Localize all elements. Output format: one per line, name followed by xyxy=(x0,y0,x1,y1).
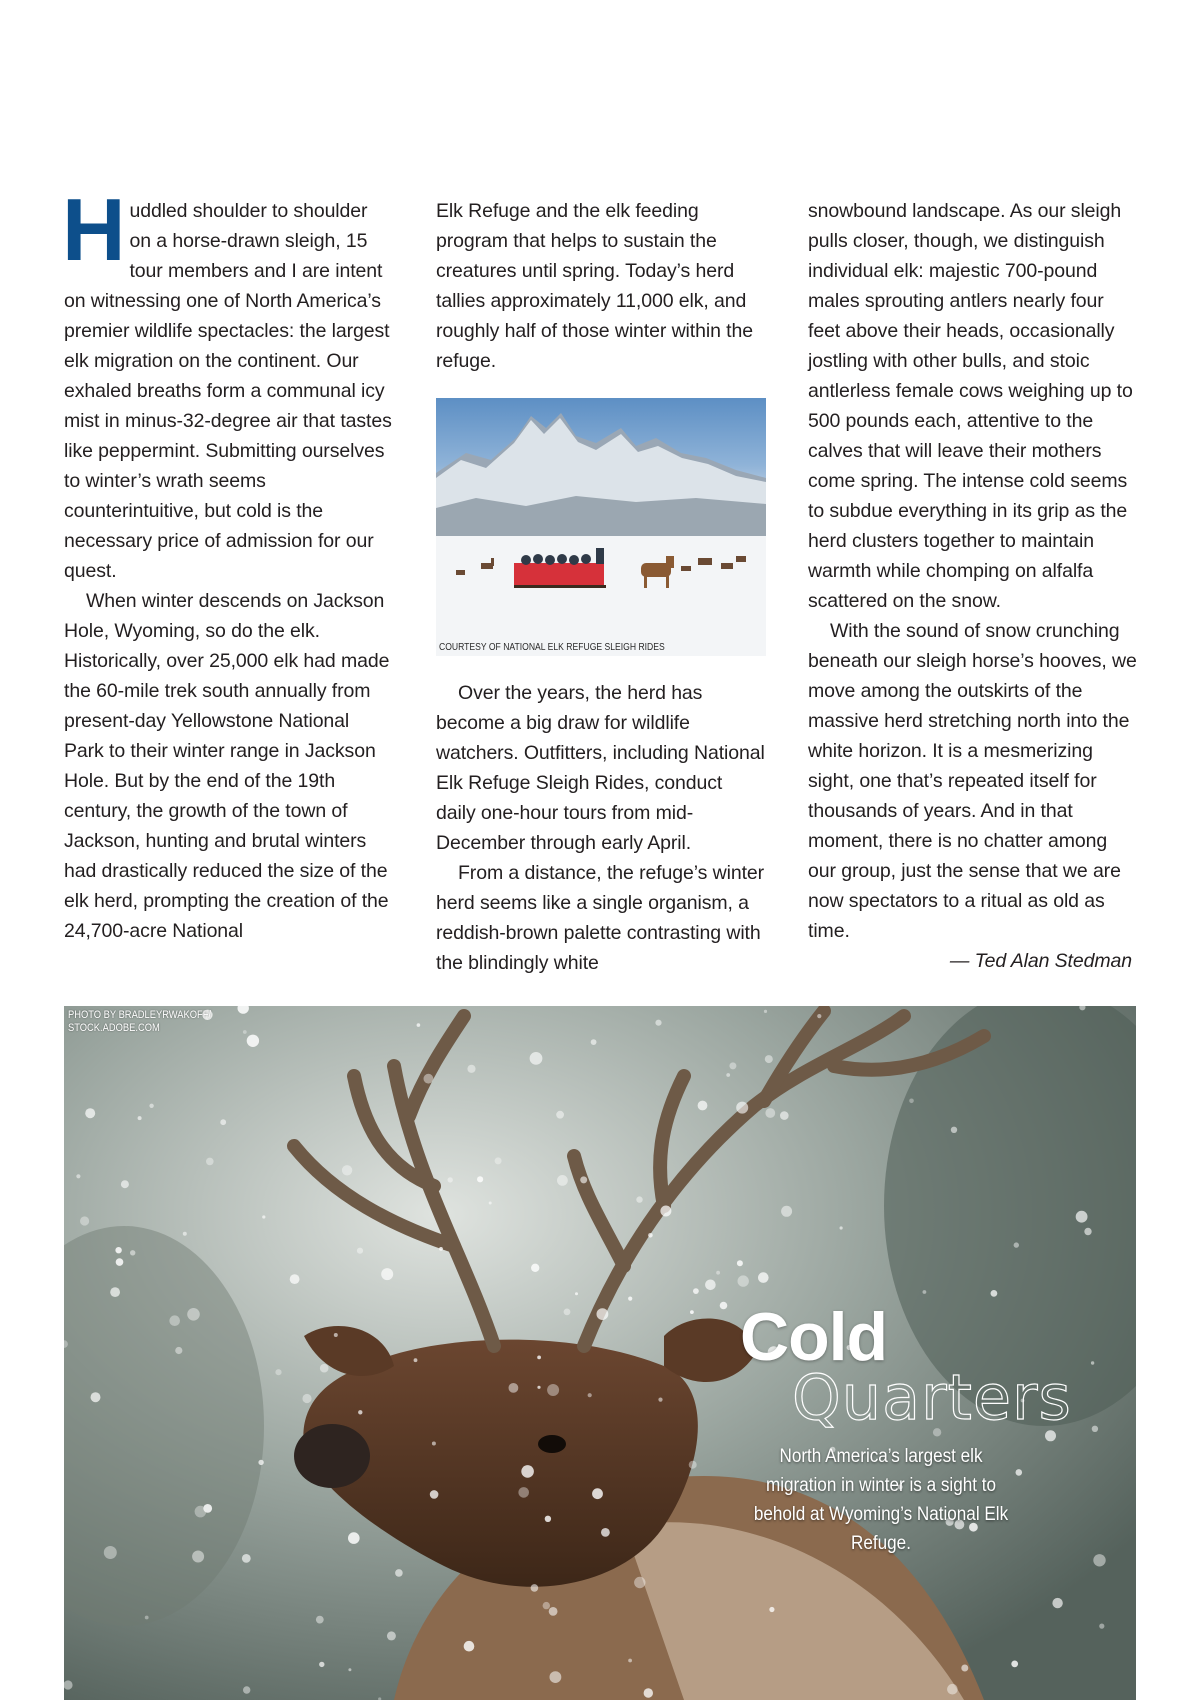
title-cold: Cold xyxy=(740,1299,888,1375)
snowflake xyxy=(655,1020,661,1026)
snowflake xyxy=(175,1347,182,1354)
snowflake xyxy=(575,1292,578,1295)
paragraph-landscape: snowbound landscape. As our sleigh pulls closer, though, we distinguish individual elk: majestic 700-pound males sprouting antlers nearly four feet above their heads, occasionally jostling with other bulls, and stoic antlerless female cows weighing up to 500 pounds each, attentive to the calves that will leave their mothers come spring. The intense cold seems to subdue everything in its grip as the herd clusters together to maintain warmth while chomping on alfalfa scattered on the snow. xyxy=(808,200,1133,612)
snowflake xyxy=(592,1488,603,1499)
snowflake xyxy=(737,1260,743,1266)
article-column-3 xyxy=(808,196,1138,976)
snowflake xyxy=(556,1111,564,1119)
snowflake xyxy=(91,1392,101,1402)
snowflake xyxy=(923,1290,927,1294)
snowflake xyxy=(765,1108,775,1118)
snowflake xyxy=(489,1202,492,1205)
snowflake xyxy=(417,1023,421,1027)
snowflake xyxy=(698,1101,708,1111)
snowflake xyxy=(545,1516,551,1522)
snowflake xyxy=(187,1308,200,1321)
snowflake xyxy=(644,1688,653,1697)
snowflake xyxy=(430,1490,439,1499)
snowflake xyxy=(597,1308,609,1320)
snowflake xyxy=(909,1099,914,1104)
sleigh-photo xyxy=(436,398,766,656)
snowflake xyxy=(531,1264,539,1272)
snowflake xyxy=(115,1247,121,1253)
snowflake xyxy=(348,1532,360,1544)
article-column-2 xyxy=(436,196,766,978)
snowflake xyxy=(509,1383,519,1393)
snowflake xyxy=(258,1460,263,1465)
snowflake xyxy=(242,1554,251,1563)
snowflake xyxy=(145,1616,149,1620)
sleigh-photo-illustration xyxy=(436,398,766,656)
paragraph-outfitters: Over the years, the herd has become a big draw for wildlife watchers. Outfitters, including National Elk Refuge Sleigh Rides, conduct daily one-hour tours from mid-December through early April. xyxy=(436,682,765,854)
snowflake xyxy=(628,1297,632,1301)
article-deck: North America’s largest elk migration in winter is a sight to behold at Wyoming’s National Elk Refuge. xyxy=(753,1446,1009,1554)
snowflake xyxy=(758,1272,769,1283)
snowflake xyxy=(781,1206,792,1217)
snowflake xyxy=(424,1074,434,1084)
snowflake xyxy=(381,1268,393,1280)
snowflake xyxy=(961,1665,968,1672)
snowflake xyxy=(648,1233,653,1238)
paragraph-intro xyxy=(62,180,394,586)
paragraph-refuge: Elk Refuge and the elk feeding program that helps to sustain the creatures until spring. Today’s herd tallies approximately 11,000 elk, and roughly half of those winter within the refuge. xyxy=(436,200,753,372)
hero-photo-credit xyxy=(68,1009,211,1035)
snowflake xyxy=(358,1410,362,1414)
snowflake xyxy=(537,1356,541,1360)
snowflake xyxy=(414,1358,418,1362)
snowflake xyxy=(1052,1598,1062,1608)
snowflake xyxy=(275,1369,281,1375)
snowflake xyxy=(477,1176,483,1182)
snowflake xyxy=(729,1062,736,1069)
snowflake xyxy=(464,1641,475,1652)
snowflake xyxy=(116,1258,124,1266)
snowflake xyxy=(537,1386,540,1389)
snowflake xyxy=(206,1158,214,1166)
snowflake xyxy=(448,1177,453,1182)
snowflake xyxy=(121,1180,129,1188)
snowflake xyxy=(149,1104,153,1108)
snowflake xyxy=(387,1631,396,1640)
snowflake xyxy=(319,1662,324,1667)
snowflake xyxy=(991,1290,998,1297)
hero-credit-line-1: PHOTO BY BRADLEYRWAKOFF/ xyxy=(68,1009,212,1021)
article-column-1 xyxy=(62,180,394,946)
sleigh-photo-credit: COURTESY OF NATIONAL ELK REFUGE SLEIGH RIDES xyxy=(439,642,665,653)
snowflake xyxy=(1099,1624,1104,1629)
snowflake xyxy=(247,1035,259,1047)
snowflake xyxy=(76,1174,80,1178)
elk-hero-photo xyxy=(64,1006,1136,1700)
snowflake xyxy=(302,1394,311,1403)
snowflake xyxy=(564,1309,571,1316)
snowflake xyxy=(1014,1242,1019,1247)
snowflake xyxy=(765,1055,773,1063)
snowflake xyxy=(262,1215,265,1218)
snowflake xyxy=(689,1461,697,1469)
snowflake xyxy=(588,1393,592,1397)
title-quarters: Quarters xyxy=(792,1361,1072,1434)
snowflake xyxy=(203,1504,212,1513)
snowflake xyxy=(521,1465,534,1478)
snowflake xyxy=(660,1206,671,1217)
snowflake xyxy=(764,1010,767,1013)
snowflake xyxy=(951,1127,957,1133)
snowflake xyxy=(192,1551,204,1563)
snowflake xyxy=(736,1102,748,1114)
snowflake xyxy=(104,1546,117,1559)
snowflake xyxy=(290,1274,300,1284)
snowflake xyxy=(628,1659,632,1663)
snowflake xyxy=(183,1232,187,1236)
snowflake xyxy=(130,1250,135,1255)
snowflake xyxy=(169,1315,180,1326)
paragraph-history: When winter descends on Jackson Hole, Wyoming, so do the elk. Historically, over 25,000 elk had made the 60-mile trek south annually from present-day Yellowstone National Park to their winter range in Jackson Hole. But by the end of the 19th century, the growth of the town of Jackson, hunting and brutal winters had drastically reduced the size of the elk herd, prompting the creation of the 24,700-acre National xyxy=(64,590,390,942)
intro-text: uddled shoulder to shoulder on a horse-drawn sleigh, 15 tour members and I are intent on witnessing one of North America’s premier wildlife spectacles: the largest elk migration on the continent. Our exhaled breaths form a communal icy mist in minus-32-degree air that tastes like peppermint. Submitting ourselves to winter’s wrath seems counterintuitive, but cold is the necessary price of admission for our quest. xyxy=(64,200,392,582)
snowflake xyxy=(531,1584,539,1592)
snowflake xyxy=(110,1287,120,1297)
snowflake xyxy=(726,1073,730,1077)
snowflake xyxy=(591,1039,597,1045)
snowflake xyxy=(947,1684,958,1695)
snowflake xyxy=(716,1271,720,1275)
snowflake xyxy=(1084,1228,1091,1235)
snowflake xyxy=(549,1607,558,1616)
snowflake xyxy=(658,1398,662,1402)
snowflake xyxy=(690,1310,694,1314)
snowflake xyxy=(495,1157,502,1164)
snowflake xyxy=(320,1364,329,1373)
snowflake xyxy=(348,1668,351,1671)
paragraph-distance: From a distance, the refuge’s winter herd seems like a single organism, a reddish-brown palette contrasting with the blindingly white xyxy=(436,862,765,974)
snowflake xyxy=(705,1280,716,1291)
snowflake xyxy=(780,1111,789,1120)
snowflake xyxy=(817,1014,821,1018)
snowflake xyxy=(334,1333,338,1337)
snowflake xyxy=(530,1052,543,1065)
snowflake xyxy=(557,1175,568,1186)
paragraph-herd: With the sound of snow crunching beneath our sleigh horse’s hooves, we move among the outskirts of the massive herd stretching north into the white horizon. It is a mesmerizing sight, one that’s repeated itself for thousands of years. And in that moment, there is no chatter among our group, just the sense that we are now spectators to a ritual as old as time. xyxy=(808,620,1137,942)
snowflake xyxy=(738,1275,749,1286)
snowflake xyxy=(840,1226,843,1229)
snowflake xyxy=(693,1288,699,1294)
hero-credit-line-2: STOCK.ADOBE.COM xyxy=(68,1022,160,1034)
snowflake xyxy=(243,1030,247,1034)
snowflake xyxy=(85,1108,95,1118)
snowflake xyxy=(550,1671,562,1683)
snowflake xyxy=(634,1577,645,1588)
snowflake xyxy=(357,1248,363,1254)
snowflake xyxy=(636,1196,642,1202)
snowflake xyxy=(432,1442,436,1446)
author-byline: — Ted Alan Stedman xyxy=(949,950,1132,972)
snowflake xyxy=(439,1247,443,1251)
drop-cap: H xyxy=(62,180,126,279)
snowflake xyxy=(518,1487,529,1498)
snowflake xyxy=(316,1616,324,1624)
snowflake xyxy=(395,1569,403,1577)
snowflake xyxy=(769,1607,774,1612)
snowflake xyxy=(80,1216,89,1225)
snowflake xyxy=(601,1528,610,1537)
snowflake xyxy=(547,1384,559,1396)
snowflake xyxy=(138,1116,142,1120)
snowflake xyxy=(720,1302,728,1310)
snowflake xyxy=(1011,1661,1018,1668)
snowflake xyxy=(1076,1211,1088,1223)
snowflake xyxy=(220,1119,226,1125)
snowflake xyxy=(543,1602,550,1609)
snowflake xyxy=(243,1686,250,1693)
snowflake xyxy=(467,1065,475,1073)
snowflake xyxy=(580,1176,587,1183)
snowflake xyxy=(342,1165,352,1175)
article-title-block xyxy=(740,1299,1100,1558)
